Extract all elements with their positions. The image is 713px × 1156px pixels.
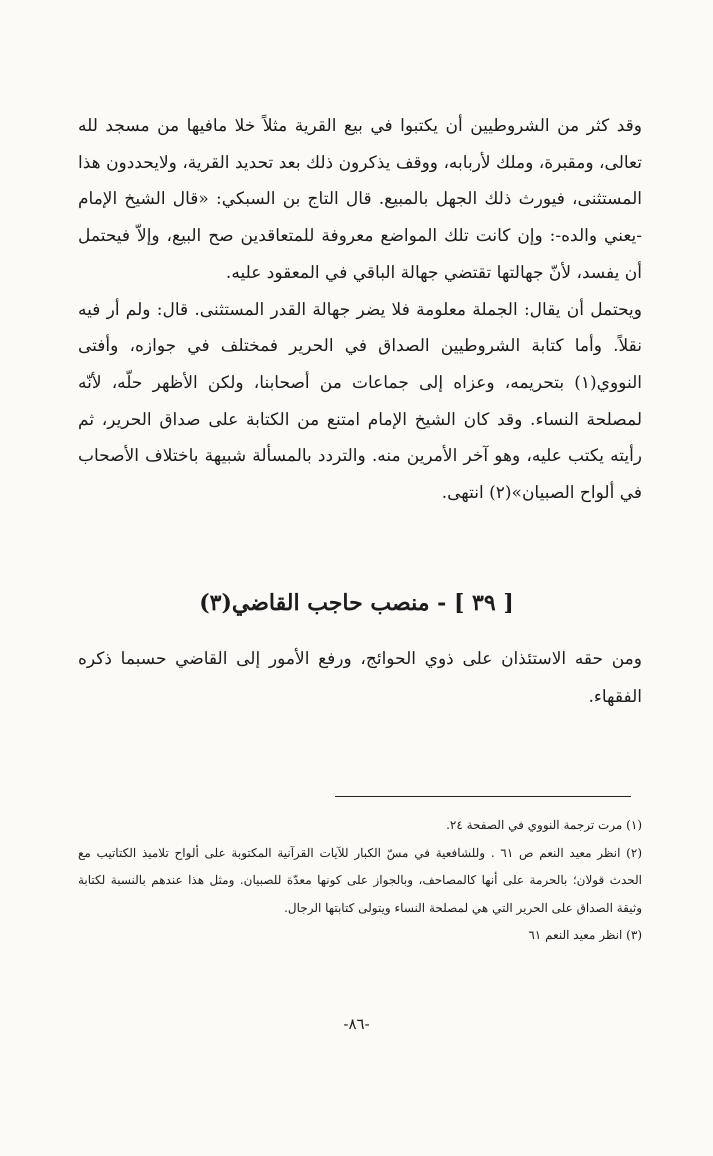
main-paragraph-2: ويحتمل أن يقال: الجملة معلومة فلا يضر جهالة القدر المستثنى. قال: ولم أر فيه نقلاً. وأما كتابة الشروطيين الصداق في الحرير فمختلف في جوازه، وأفتى النووي(١) بتحريمه، وعزاه إلى جماعات من أصحابنا، ولكن الأظهر حلّه، لأنّه لمصلحة النساء. وقد كان الشيخ الإمام امتنع من الكتابة على صداق الحرير، ثم رأيته يكتب عليه، وهو آخر الأمرين منه. والتردد بالمسألة شبيهة باختلاف الأصحاب في ألواح الصبيان»(٢) انتهى. [78,299,642,504]
footnote-2: (٢) انظر معيد النعم ص ٦١ . وللشافعية في مسّ الكبار للآيات القرآنية المكتوبة على ألواح تلاميذ الكتاتيب مع الحدث قولان؛ بالحرمة على أنها كالمصاحف، وبالجواز على كونها معدّة للصبيان. ومثل هذا عندهم بالنسبة لكتابة وثيقة الصداق على الحرير التي هي لمصلحة النساء ويتولى كتابتها الرجال. [78,845,642,915]
main-paragraph-1: وقد كثر من الشروطيين أن يكتبوا في بيع القرية مثلاً خلا مافيها من مسجد لله تعالى، ومقبرة، وملك لأربابه، ووقف يذكرون ذلك بعد تحديد القرية، ولايحددون هذا المستثنى، فيورث ذلك الجهل بالمبيع. قال التاج بن السبكي: «قال الشيخ الإمام -يعني والده-: وإن كانت تلك المواضع معروفة للمتعاقدين صح البيع، وإلاّ فيحتمل أن يفسد، لأنّ جهالتها تقتضي جهالة الباقي في المعقود عليه. [78,116,642,283]
section-paragraph: ومن حقه الاستئذان على ذوي الحوائج، ورفع الأمور إلى القاضي حسبما ذكره الفقهاء. [78,649,642,707]
section-heading: [ ٣٩ ] - منصب حاجب القاضي(٣) [199,590,514,616]
footnote-1: (١) مرت ترجمة النووي في الصفحة ٢٤. [446,818,642,832]
section-text [78,640,642,716]
footnote-divider [335,796,631,797]
page-number: -٨٦- [343,1015,370,1033]
footnotes [78,812,642,950]
footnote-3: (٣) انظر معيد النعم ٦١ [528,928,642,942]
main-text [78,108,642,512]
